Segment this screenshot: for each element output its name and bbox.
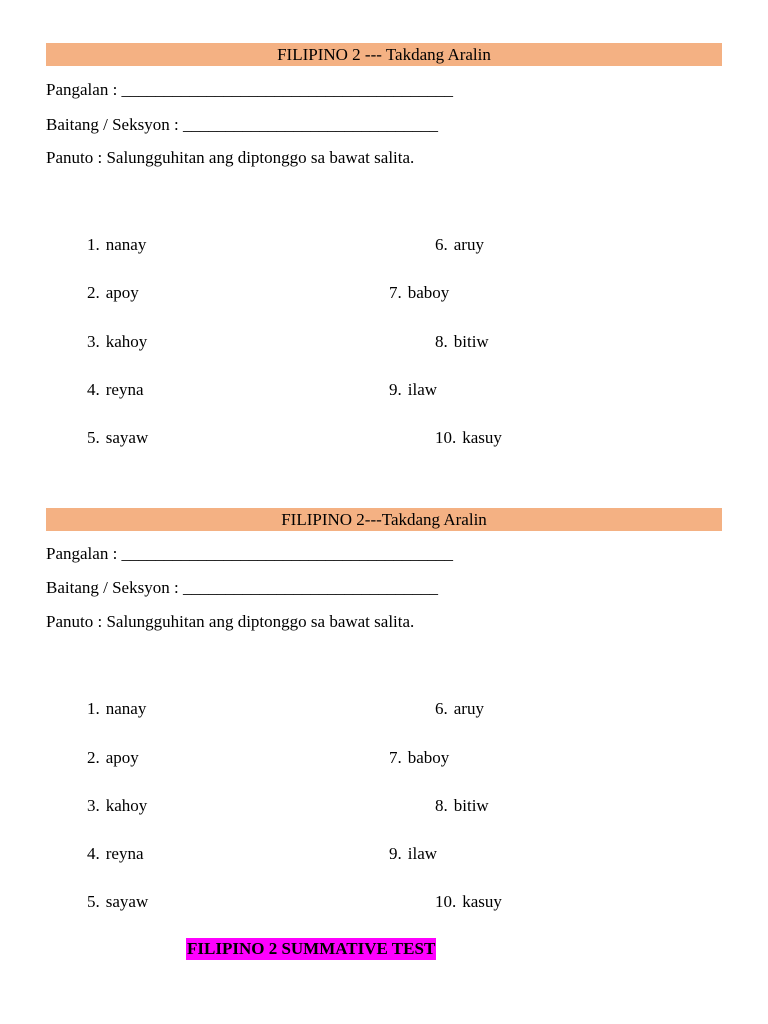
item-word: baboy (407, 283, 450, 302)
section-1-item-5 (70, 408, 148, 468)
item-number: 5. (87, 428, 100, 447)
section-1-pangalan: Pangalan : _______________________________________ (46, 80, 454, 99)
summative-test-heading: FILIPINO 2 SUMMATIVE TEST (187, 939, 436, 958)
item-number: 4. (87, 380, 100, 399)
item-number: 7. (389, 748, 402, 767)
item-number: 9. (389, 844, 402, 863)
item-word: nanay (105, 699, 147, 718)
section-2-item-10 (418, 872, 502, 932)
item-number: 9. (389, 380, 402, 399)
item-number: 8. (435, 332, 448, 351)
section-1-item-10 (418, 408, 502, 468)
item-number: 3. (87, 796, 100, 815)
section-2-item-5 (70, 872, 148, 932)
item-word: apoy (105, 748, 139, 767)
section-1-baitang: Baitang / Seksyon : ______________________________ (46, 115, 438, 134)
item-word: aruy (453, 699, 484, 718)
item-number: 1. (87, 699, 100, 718)
section-2-baitang: Baitang / Seksyon : ______________________________ (46, 578, 438, 597)
item-word: kahoy (105, 332, 148, 351)
item-number: 1. (87, 235, 100, 254)
item-word: sayaw (105, 428, 149, 447)
item-number: 6. (435, 699, 448, 718)
section-2-pangalan: Pangalan : _______________________________________ (46, 544, 454, 563)
item-number: 10. (435, 892, 457, 911)
item-word: ilaw (407, 844, 438, 863)
item-word: sayaw (105, 892, 149, 911)
item-word: baboy (407, 748, 450, 767)
item-number: 4. (87, 844, 100, 863)
section-2-title: FILIPINO 2---Takdang Aralin (281, 510, 487, 529)
item-word: bitiw (453, 796, 489, 815)
item-word: bitiw (453, 332, 489, 351)
section-2-title-bar (46, 508, 722, 531)
item-number: 10. (435, 428, 457, 447)
item-word: reyna (105, 844, 144, 863)
item-number: 3. (87, 332, 100, 351)
item-word: kasuy (462, 892, 502, 911)
section-2-panuto: Panuto : Salungguhitan ang diptonggo sa bawat salita. (46, 612, 415, 631)
item-number: 8. (435, 796, 448, 815)
item-word: kasuy (462, 428, 502, 447)
item-number: 2. (87, 748, 100, 767)
item-word: nanay (105, 235, 147, 254)
section-1-panuto: Panuto : Salungguhitan ang diptonggo sa bawat salita. (46, 148, 415, 167)
section-1-title: FILIPINO 2 --- Takdang Aralin (277, 45, 491, 64)
section-1-title-bar (46, 43, 722, 66)
item-number: 6. (435, 235, 448, 254)
item-number: 5. (87, 892, 100, 911)
item-word: apoy (105, 283, 139, 302)
item-word: reyna (105, 380, 144, 399)
item-word: aruy (453, 235, 484, 254)
item-word: ilaw (407, 380, 438, 399)
item-number: 7. (389, 283, 402, 302)
item-number: 2. (87, 283, 100, 302)
item-word: kahoy (105, 796, 148, 815)
